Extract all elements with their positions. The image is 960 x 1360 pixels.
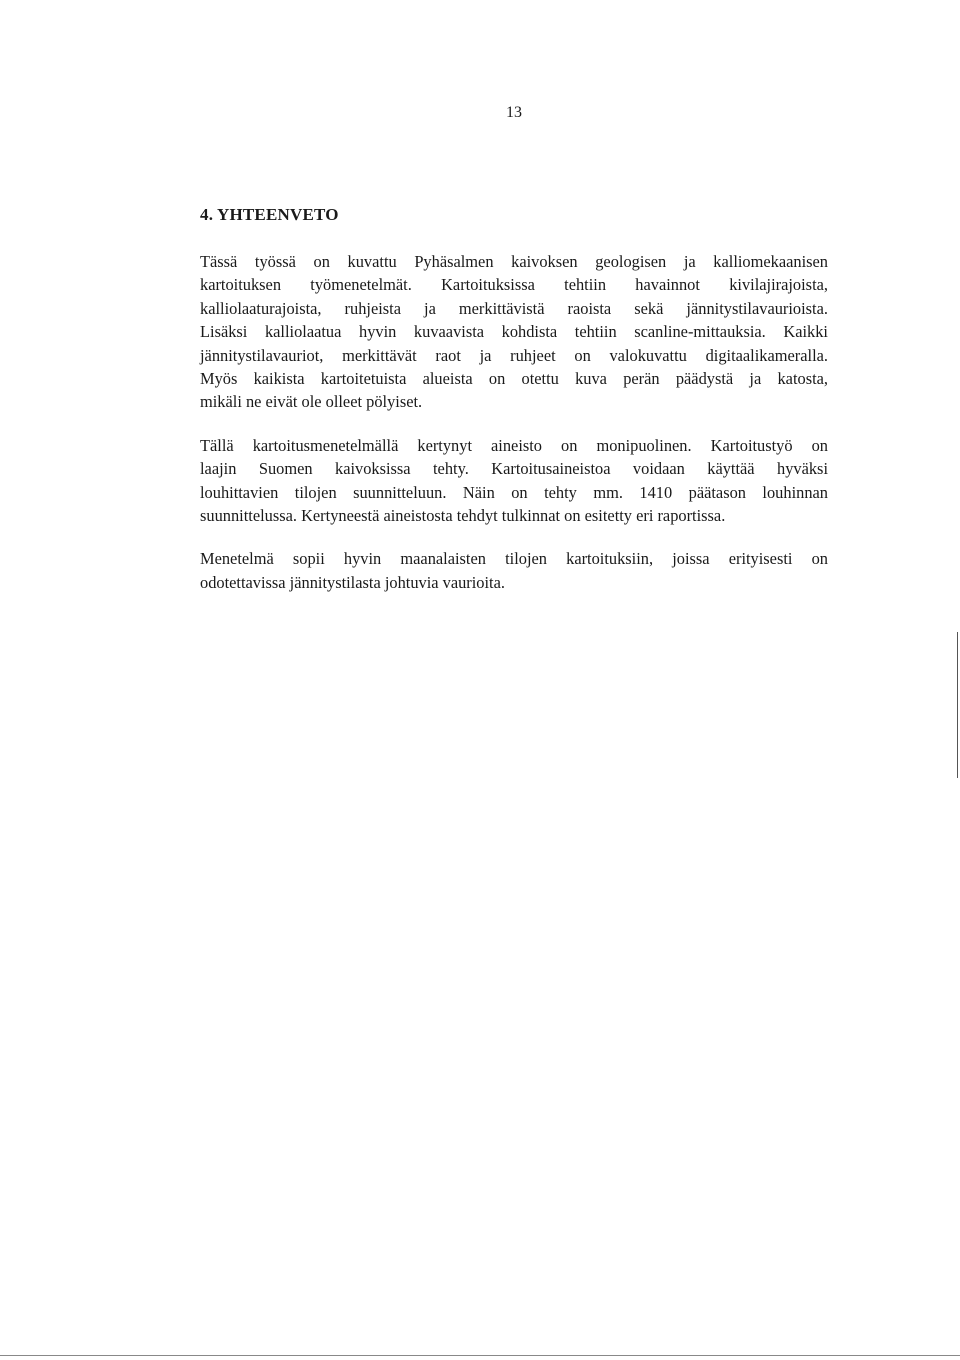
paragraph-2 bbox=[200, 434, 828, 528]
text-line: suunnittelussa. Kertyneestä aineistosta tehdyt tulkinnat on esitetty eri raportissa. bbox=[200, 506, 726, 526]
text-line: kartoituksen työmenetelmät. Kartoituksissa tehtiin havainnot kivilajirajoista, bbox=[200, 275, 828, 295]
section-heading: 4. YHTEENVETO bbox=[200, 205, 339, 224]
text-line: mikäli ne eivät ole olleet pölyiset. bbox=[200, 392, 423, 412]
text-line: Myös kaikista kartoitetuista alueista on otettu kuva perän päädystä ja katosta, bbox=[200, 369, 828, 389]
scan-edge-mark bbox=[957, 632, 958, 778]
paragraph-3 bbox=[200, 547, 828, 594]
text-line: laajin Suomen kaivoksissa tehty. Kartoitusaineistoa voidaan käyttää hyväksi bbox=[200, 459, 828, 479]
text-line: kalliolaaturajoista, ruhjeista ja merkittävistä raoista sekä jännitystilavaurioista. bbox=[200, 298, 828, 318]
text-line: Tällä kartoitusmenetelmällä kertynyt aineisto on monipuolinen. Kartoitustyö on bbox=[200, 435, 828, 455]
paragraph-1 bbox=[200, 250, 828, 414]
text-line: Lisäksi kalliolaatua hyvin kuvaavista kohdista tehtiin scanline-mittauksia. Kaikki bbox=[200, 322, 828, 342]
text-line: Menetelmä sopii hyvin maanalaisten tilojen kartoituksiin, joissa erityisesti on bbox=[200, 549, 828, 569]
text-line: odotettavissa jännitystilasta johtuvia vaurioita. bbox=[200, 572, 505, 592]
page-number: 13 bbox=[506, 104, 522, 121]
text-line: jännitystilavauriot, merkittävät raot ja ruhjeet on valokuvattu digitaalikameralla. bbox=[200, 345, 828, 365]
text-line: louhittavien tilojen suunnitteluun. Näin on tehty mm. 1410 päätason louhinnan bbox=[200, 482, 828, 502]
text-line: Tässä työssä on kuvattu Pyhäsalmen kaivoksen geologisen ja kalliomekaanisen bbox=[200, 252, 828, 271]
scan-bottom-edge bbox=[0, 1355, 960, 1356]
summary-body bbox=[200, 250, 828, 614]
